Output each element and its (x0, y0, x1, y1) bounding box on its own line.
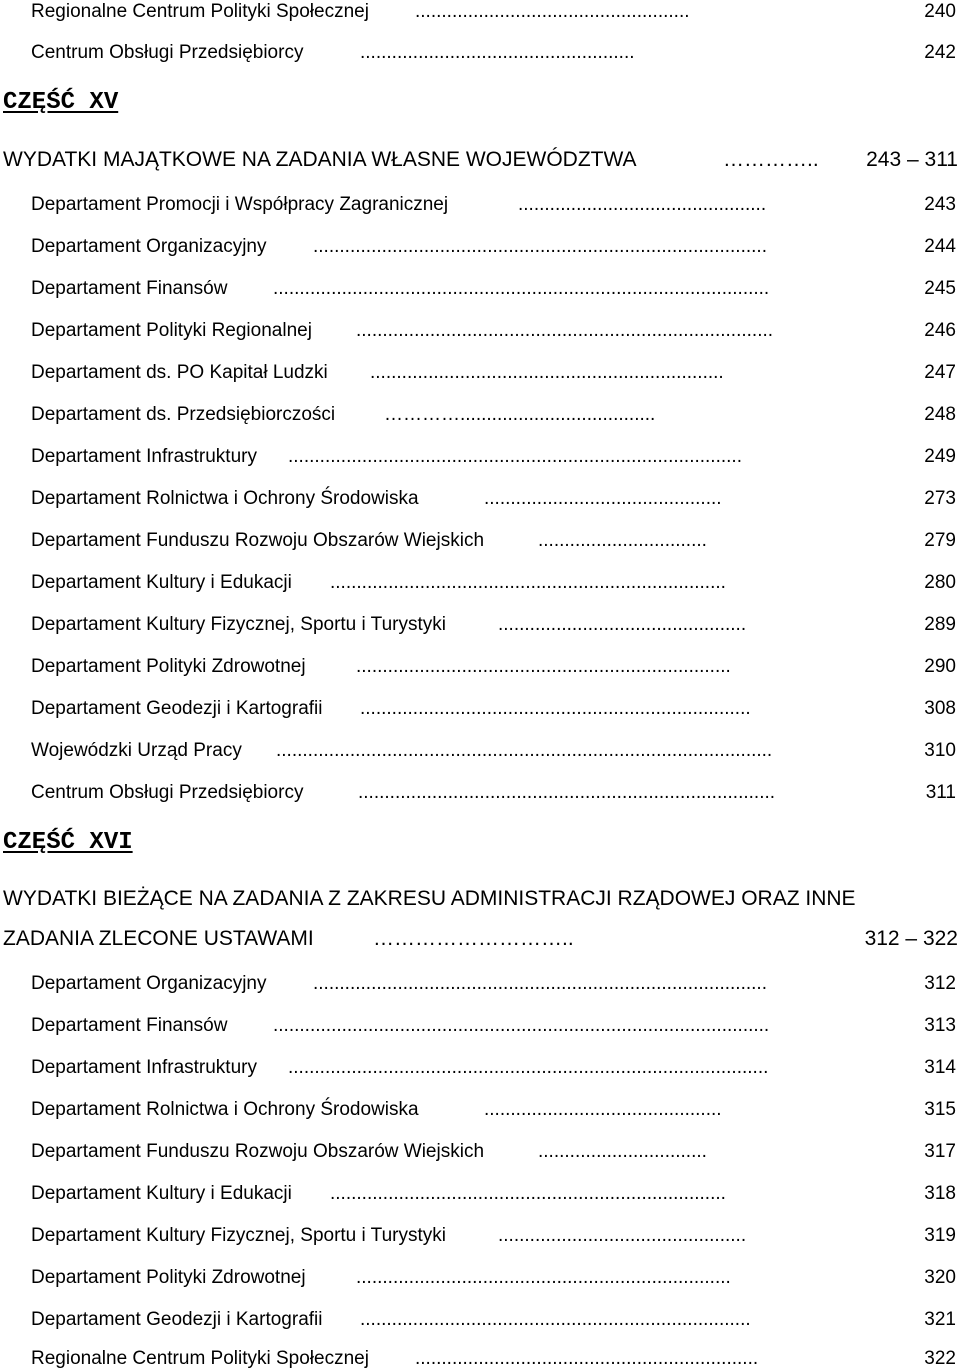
page-number: 249 (924, 446, 956, 467)
dot-leader: ............................................... (498, 1225, 747, 1246)
dot-leader: ...................................................................................... (313, 973, 767, 994)
page-number: 319 (924, 1225, 956, 1246)
entry-label: Regionalne Centrum Polityki Społecznej (31, 1, 369, 22)
entry-label: Departament Polityki Zdrowotnej (31, 1267, 306, 1288)
dot-leader: .............................................................................................. (273, 1015, 770, 1036)
dot-leader: .......................................................................... (360, 698, 751, 719)
dot-leader: ……………………….. (373, 927, 574, 950)
page-number: 243 (924, 194, 956, 215)
page-number: 312 (924, 973, 956, 994)
page-range: 312 – 322 (864, 927, 958, 950)
entry-label: Departament Kultury i Edukacji (31, 1183, 292, 1204)
page-number: 242 (924, 42, 956, 63)
page-number: 273 (924, 488, 956, 509)
dot-leader: ………….. (723, 148, 819, 171)
page-number: 289 (924, 614, 956, 635)
dot-leader: ............................................. (484, 488, 722, 509)
dot-leader: .............................................................................................. (276, 740, 773, 761)
page-number: 279 (924, 530, 956, 551)
entry-label: Departament Rolnictwa i Ochrony Środowiska (31, 1099, 419, 1120)
page-number: 311 (925, 782, 956, 803)
page-number: 290 (924, 656, 956, 677)
section-heading (3, 879, 958, 959)
entry-label: Departament Organizacyjny (31, 973, 267, 994)
dot-leader: ............................................... (518, 194, 767, 215)
entry-label: Departament Rolnictwa i Ochrony Środowiska (31, 488, 419, 509)
page-number: 321 (924, 1309, 956, 1330)
part-heading: CZĘŚĆ XV (3, 89, 119, 116)
dot-leader: …………..................................... (384, 404, 656, 425)
page-number: 245 (924, 278, 956, 299)
entry-label: Departament Infrastruktury (31, 446, 257, 467)
entry-label: Departament Kultury Fizycznej, Sportu i Turystyki (31, 614, 446, 635)
entry-label: Centrum Obsługi Przedsiębiorcy (31, 42, 304, 63)
dot-leader: .................................................... (360, 42, 635, 63)
dot-leader: ........................................................................... (330, 1183, 726, 1204)
entry-label: Departament Funduszu Rozwoju Obszarów Wiejskich (31, 530, 485, 551)
page-number: 248 (924, 404, 956, 425)
page-number: 244 (924, 236, 956, 257)
dot-leader: ............................................................................... (356, 320, 774, 341)
dot-leader: .............................................................................................. (273, 278, 770, 299)
dot-leader: ............................................................................... (358, 782, 776, 803)
dot-leader: ....................................................................... (356, 656, 731, 677)
page-number: 318 (924, 1183, 956, 1204)
entry-label: Departament Promocji i Współpracy Zagranicznej (31, 194, 449, 215)
entry-label: Departament Funduszu Rozwoju Obszarów Wiejskich (31, 1141, 485, 1162)
page-number: 313 (924, 1015, 956, 1036)
section-heading (3, 140, 958, 180)
entry-label: Departament Organizacyjny (31, 236, 267, 257)
page-number: 322 (924, 1348, 956, 1369)
section-title-line-1: WYDATKI BIEŻĄCE NA ZADANIA Z ZAKRESU ADMINISTRACJI RZĄDOWEJ ORAZ INNE (3, 887, 856, 910)
dot-leader: ........................................................................... (330, 572, 726, 593)
entry-label: Regionalne Centrum Polityki Społecznej (31, 1348, 369, 1369)
dot-leader: ........................................................................................... (288, 1057, 769, 1078)
page-number: 240 (924, 1, 956, 22)
page-range: 243 – 311 (866, 148, 958, 171)
entry-label: Departament Polityki Zdrowotnej (31, 656, 306, 677)
page-number: 247 (924, 362, 956, 383)
dot-leader: ............................................. (484, 1099, 722, 1120)
entry-label: Centrum Obsługi Przedsiębiorcy (31, 782, 304, 803)
dot-leader: .......................................................................... (360, 1309, 751, 1330)
page-number: 246 (924, 320, 956, 341)
section-title: WYDATKI MAJĄTKOWE NA ZADANIA WŁASNE WOJEWÓDZTWA (3, 148, 637, 171)
page-number: 280 (924, 572, 956, 593)
dot-leader: ............................................... (498, 614, 747, 635)
dot-leader: ...................................................................................... (313, 236, 767, 257)
entry-label: Departament Kultury i Edukacji (31, 572, 292, 593)
page-number: 310 (924, 740, 956, 761)
entry-label: Departament Infrastruktury (31, 1057, 257, 1078)
entry-label: Wojewódzki Urząd Pracy (31, 740, 242, 761)
entry-label: Departament ds. PO Kapitał Ludzki (31, 362, 328, 383)
dot-leader: ................................................................... (370, 362, 724, 383)
page-number: 308 (924, 698, 956, 719)
dot-leader: .................................................... (415, 1, 690, 22)
entry-label: Departament ds. Przedsiębiorczości (31, 404, 336, 425)
dot-leader: ................................ (538, 1141, 707, 1162)
section-title-line-2: ZADANIA ZLECONE USTAWAMI (3, 927, 314, 950)
page-number: 315 (924, 1099, 956, 1120)
dot-leader: ....................................................................... (356, 1267, 731, 1288)
dot-leader: ................................................................. (415, 1348, 759, 1369)
part-heading: CZĘŚĆ XVI (3, 829, 133, 856)
entry-label: Departament Finansów (31, 278, 228, 299)
dot-leader: ................................ (538, 530, 707, 551)
entry-label: Departament Kultury Fizycznej, Sportu i Turystyki (31, 1225, 446, 1246)
entry-label: Departament Polityki Regionalnej (31, 320, 312, 341)
page-number: 320 (924, 1267, 956, 1288)
page-number: 317 (924, 1141, 956, 1162)
entry-label: Departament Geodezji i Kartografii (31, 1309, 323, 1330)
dot-leader: ...................................................................................... (288, 446, 742, 467)
page-number: 314 (924, 1057, 956, 1078)
entry-label: Departament Geodezji i Kartografii (31, 698, 323, 719)
entry-label: Departament Finansów (31, 1015, 228, 1036)
